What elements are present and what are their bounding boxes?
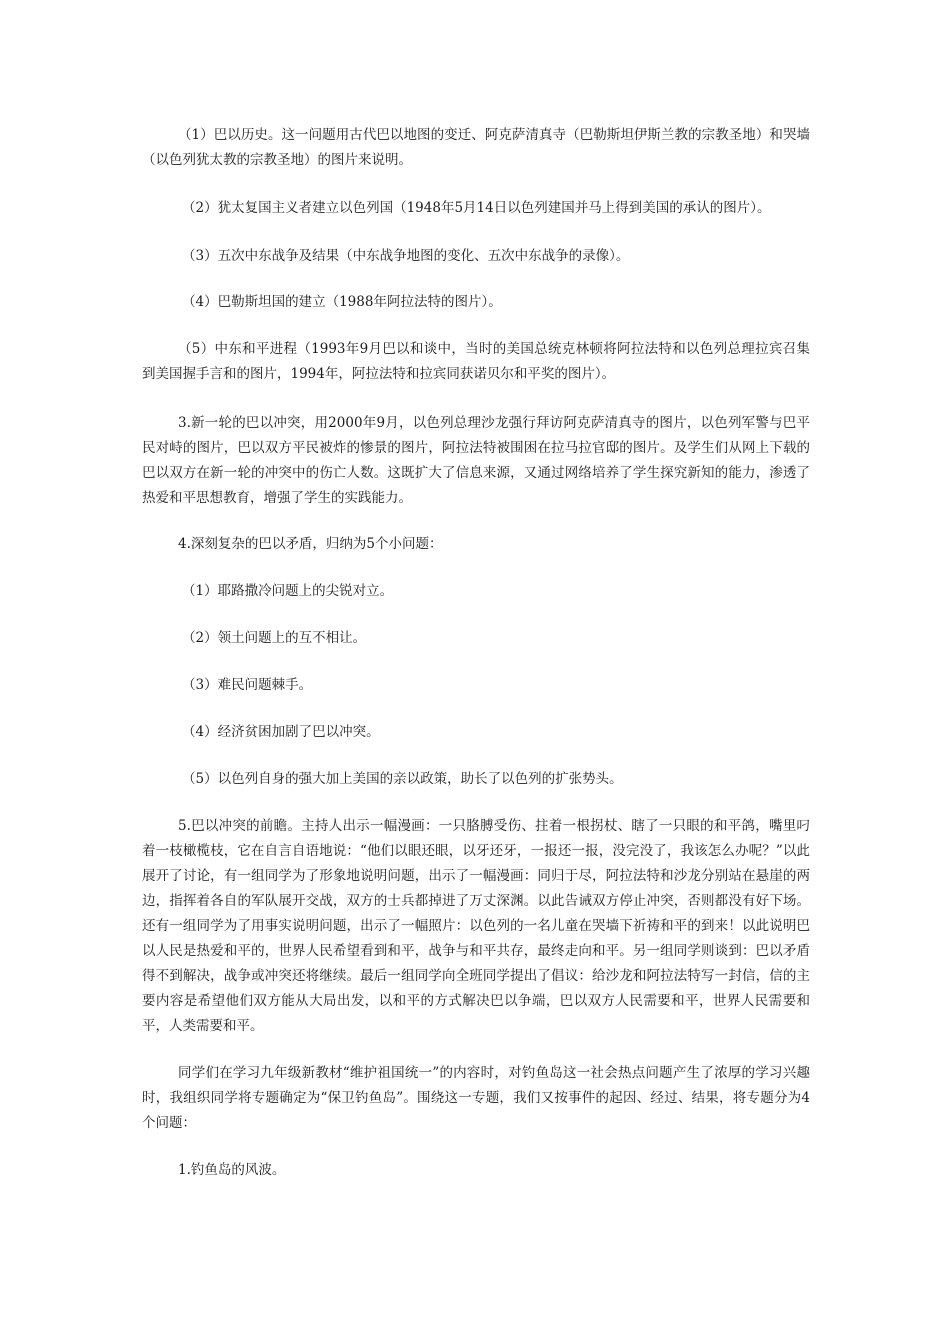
paragraph-israel-founding: （2）犹太复国主义者建立以色列国（1948年5月14日以色列建国并马上得到美国的承认的图片）。 bbox=[182, 200, 771, 216]
paragraph-middle-east-wars: （3）五次中东战争及结果（中东战争地图的变化、五次中东战争的录像）。 bbox=[182, 248, 630, 264]
list-item-refugees: （3）难民问题棘手。 bbox=[182, 677, 313, 693]
paragraph-diaoyu-intro: 同学们在学习九年级新教材“维护祖国统一”的内容时，对钓鱼岛这一社会热点问题产生了浓厚的学习兴趣时，我组织同学将专题确定为“保卫钓鱼岛”。围绕这一专题，我们又按事件的起因、经过、结果，将专题分为4个问题： bbox=[142, 1065, 810, 1131]
list-item-territory: （2）领土问题上的互不相让。 bbox=[182, 630, 367, 646]
paragraph-new-conflict: 3.新一轮的巴以冲突，用2000年9月，以色列总理沙龙强行拜访阿克萨清真寺的图片，以色列军警与巴平民对峙的图片，巴以双方平民被炸的惨景的图片，阿拉法特被围困在拉马拉官邸的图片。及学生们从网上下载的巴以双方在新一轮的冲突中的伤亡人数。这既扩大了信息来源，又通过网络培养了学生探究新知的能力，渗透了热爱和平思想教育，增强了学生的实践能力。 bbox=[142, 415, 810, 506]
paragraph-contradictions-heading: 4.深刻复杂的巴以矛盾，归纳为5个小问题： bbox=[178, 536, 443, 552]
paragraph-peace-process: （5）中东和平进程（1993年9月巴以和谈中，当时的美国总统克林顿将阿拉法特和以色列总理拉宾召集到美国握手言和的图片，1994年，阿拉法特和拉宾同获诺贝尔和平奖的图片）。 bbox=[142, 341, 810, 382]
list-item-economy: （4）经济贫困加剧了巴以冲突。 bbox=[182, 724, 380, 740]
paragraph-history: （1）巴以历史。这一问题用古代巴以地图的变迁、阿克萨清真寺（巴勒斯坦伊斯兰教的宗教圣地）和哭墙（以色列犹太教的宗教圣地）的图片来说明。 bbox=[142, 127, 810, 168]
paragraph-outlook: 5.巴以冲突的前瞻。主持人出示一幅漫画：一只胳膊受伤、拄着一根拐杖、瞎了一只眼的和平鸽，嘴里叼着一枝橄榄枝，它在自言自语地说：“他们以眼还眼，以牙还牙，一报还一报，没完没了，我该怎么办呢？”以此展开了讨论，有一组同学为了形象地说明问题，出示了一幅漫画：同归于尽，阿拉法特和沙龙分别站在悬崖的两边，指挥着各自的军队展开交战，双方的士兵都掉进了万丈深渊。以此告诫双方停止冲突，否则都没有好下场。还有一组同学为了用事实说明问题，出示了一幅照片：以色列的一名儿童在哭墙下祈祷和平的到来！以此说明巴以人民是热爱和平的，世界人民希望看到和平，战争与和平共存，最终走向和平。另一组同学则谈到：巴以矛盾得不到解决，战争或冲突还将继续。最后一组同学向全班同学提出了倡议：给沙龙和阿拉法特写一封信，信的主要内容是希望他们双方能从大局出发，以和平的方式解决巴以争端，巴以双方人民需要和平，世界人民需要和平，人类需要和平。 bbox=[142, 818, 810, 1034]
paragraph-palestine-founding: （4）巴勒斯坦国的建立（1988年阿拉法特的图片）。 bbox=[182, 294, 502, 310]
list-item-jerusalem: （1）耶路撒冷问题上的尖锐对立。 bbox=[182, 583, 394, 599]
paragraph-diaoyu-item-1: 1.钓鱼岛的风波。 bbox=[178, 1162, 286, 1178]
list-item-us-policy: （5）以色列自身的强大加上美国的亲以政策，助长了以色列的扩张势头。 bbox=[182, 771, 623, 787]
